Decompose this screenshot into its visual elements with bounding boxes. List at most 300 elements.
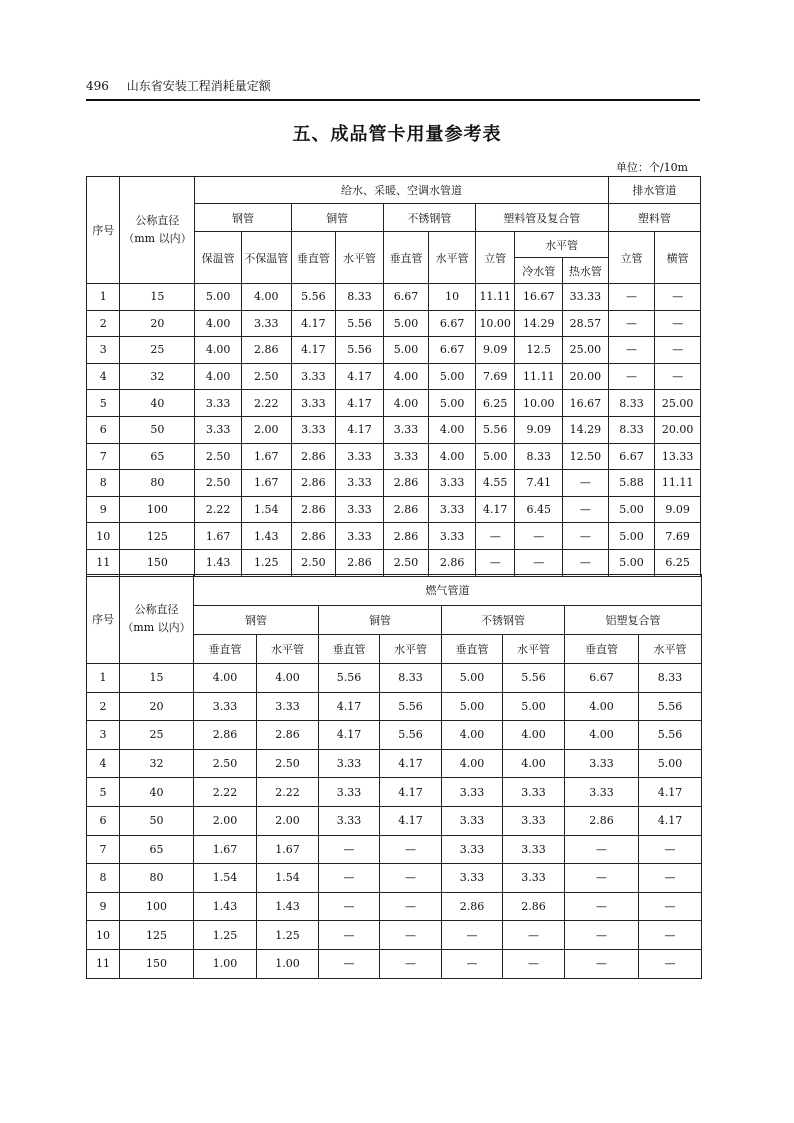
table-cell: 3.33 <box>503 806 565 835</box>
table-cell: — <box>608 363 655 390</box>
table-cell: 4.00 <box>429 443 476 470</box>
table-cell: 4.17 <box>639 806 702 835</box>
table-cell: 2.00 <box>241 416 291 443</box>
row-diameter: 125 <box>120 921 194 950</box>
row-seq: 2 <box>87 310 120 337</box>
table-cell: 3.33 <box>291 390 336 417</box>
table-cell: 2.22 <box>194 778 257 807</box>
row-diameter: 80 <box>120 470 195 497</box>
table-cell: 6.45 <box>515 496 563 523</box>
table-cell: 1.67 <box>257 835 319 864</box>
row-seq: 9 <box>87 496 120 523</box>
row-seq: 5 <box>87 390 120 417</box>
table-cell: 2.86 <box>565 806 639 835</box>
row-seq: 1 <box>87 284 120 311</box>
row-seq: 6 <box>87 806 120 835</box>
table-cell: 8.33 <box>380 664 442 693</box>
table-cell: 5.00 <box>608 523 655 550</box>
header-non-insulated: 不保温管 <box>241 232 291 284</box>
header-al-plastic-pipe: 铝塑复合管 <box>565 606 702 635</box>
header-horizontal: 水平管 <box>257 635 319 664</box>
table-cell: 2.86 <box>336 549 384 576</box>
table-cell: 3.33 <box>319 806 380 835</box>
table-cell: 20.00 <box>655 416 701 443</box>
row-diameter: 100 <box>120 496 195 523</box>
header-seq: 序号 <box>87 575 120 664</box>
row-seq: 1 <box>87 664 120 693</box>
header-riser: 立管 <box>475 232 515 284</box>
table-row <box>87 892 702 921</box>
header-diameter: 公称直径（mm 以内） <box>120 575 194 664</box>
table-cell: 5.00 <box>503 692 565 721</box>
table-row <box>87 806 702 835</box>
header-horizontal: 水平管 <box>503 635 565 664</box>
table-cell: 4.17 <box>291 310 336 337</box>
table-cell: 2.86 <box>241 337 291 364</box>
table-cell: 5.00 <box>608 496 655 523</box>
table-cell: — <box>655 337 701 364</box>
table-cell: — <box>565 864 639 893</box>
table-cell: 4.17 <box>380 749 442 778</box>
table-cell: 1.54 <box>241 496 291 523</box>
book-title: 山东省安装工程消耗量定额 <box>126 79 271 93</box>
table-cell: 2.86 <box>383 523 429 550</box>
table-cell: 2.22 <box>241 390 291 417</box>
table-row <box>87 778 702 807</box>
table-cell: 3.33 <box>195 416 242 443</box>
table-cell: 5.88 <box>608 470 655 497</box>
table-cell: 3.33 <box>442 778 503 807</box>
table-cell: 1.67 <box>194 835 257 864</box>
table-cell: 3.33 <box>336 470 384 497</box>
table-cell: 3.33 <box>429 470 476 497</box>
table-cell: 28.57 <box>563 310 609 337</box>
table-cell: 4.17 <box>319 692 380 721</box>
table-cell: 3.33 <box>291 363 336 390</box>
table-cell: 6.67 <box>608 443 655 470</box>
table-cell: 4.00 <box>195 363 242 390</box>
table-cell: — <box>608 337 655 364</box>
table-row <box>87 496 701 523</box>
table-cell: — <box>380 949 442 978</box>
table-cell: 2.00 <box>257 806 319 835</box>
table-cell: 6.67 <box>429 337 476 364</box>
table-cell: 3.33 <box>241 310 291 337</box>
table-cell: — <box>655 310 701 337</box>
table-cell: 4.17 <box>291 337 336 364</box>
pipe-clip-table-water <box>86 176 701 577</box>
table-cell: 11.11 <box>655 470 701 497</box>
table-cell: 1.00 <box>257 949 319 978</box>
table-cell: 5.56 <box>639 721 702 750</box>
table-cell: — <box>639 864 702 893</box>
row-seq: 4 <box>87 363 120 390</box>
table-cell: 2.50 <box>195 443 242 470</box>
table-cell: 8.33 <box>639 664 702 693</box>
table-cell: — <box>639 949 702 978</box>
table-cell: — <box>475 549 515 576</box>
table-cell: — <box>565 835 639 864</box>
table-cell: 2.50 <box>383 549 429 576</box>
table-cell: 1.67 <box>241 443 291 470</box>
table-cell: 12.50 <box>563 443 609 470</box>
table-cell: 4.00 <box>442 721 503 750</box>
table-body <box>87 664 702 979</box>
header-diameter: 公称直径（mm 以内） <box>120 177 195 284</box>
table-cell: — <box>563 549 609 576</box>
table-cell: — <box>639 835 702 864</box>
row-seq: 11 <box>87 549 120 576</box>
row-seq: 3 <box>87 721 120 750</box>
table-cell: 25.00 <box>655 390 701 417</box>
table-cell: 1.00 <box>194 949 257 978</box>
header-horizontal: 水平管 <box>336 232 384 284</box>
row-diameter: 100 <box>120 892 194 921</box>
table-cell: 14.29 <box>563 416 609 443</box>
table-cell: 3.33 <box>503 778 565 807</box>
table-cell: 5.00 <box>429 390 476 417</box>
table-cell: 5.56 <box>336 337 384 364</box>
table-cell: 1.67 <box>241 470 291 497</box>
row-diameter: 50 <box>120 806 194 835</box>
table-cell: 3.33 <box>442 806 503 835</box>
table-cell: 11.11 <box>475 284 515 311</box>
table-cell: — <box>515 523 563 550</box>
table-cell: 7.41 <box>515 470 563 497</box>
header-drain-group: 排水管道 <box>608 177 700 204</box>
row-diameter: 15 <box>120 664 194 693</box>
table-cell: 5.56 <box>380 692 442 721</box>
table-cell: — <box>319 949 380 978</box>
table-cell: — <box>563 496 609 523</box>
table-row <box>87 470 701 497</box>
table-cell: 1.25 <box>241 549 291 576</box>
table-cell: 1.54 <box>257 864 319 893</box>
table-cell: 8.33 <box>515 443 563 470</box>
header-vertical: 垂直管 <box>383 232 429 284</box>
header-supply-group: 给水、采暖、空调水管道 <box>195 177 608 204</box>
table-cell: 6.25 <box>655 549 701 576</box>
table-cell: 1.25 <box>194 921 257 950</box>
header-rule <box>86 99 700 101</box>
row-diameter: 125 <box>120 523 195 550</box>
header-plastic-composite: 塑料管及复合管 <box>475 204 608 232</box>
table-cell: 2.86 <box>383 496 429 523</box>
table-cell: 2.86 <box>442 892 503 921</box>
table-cell: 10.00 <box>475 310 515 337</box>
table-cell: 11.11 <box>515 363 563 390</box>
table-row <box>87 310 701 337</box>
row-seq: 2 <box>87 692 120 721</box>
table-cell: — <box>655 363 701 390</box>
table-cell: 3.33 <box>429 523 476 550</box>
table-cell: 2.00 <box>194 806 257 835</box>
table-cell: — <box>319 864 380 893</box>
table-cell: 3.33 <box>336 496 384 523</box>
table-cell: 2.86 <box>291 496 336 523</box>
table-row <box>87 864 702 893</box>
table-cell: 5.00 <box>608 549 655 576</box>
table-row <box>87 692 702 721</box>
table-cell: 4.55 <box>475 470 515 497</box>
row-seq: 6 <box>87 416 120 443</box>
table-cell: 3.33 <box>383 416 429 443</box>
table-cell: 2.86 <box>291 523 336 550</box>
table-cell: 2.50 <box>195 470 242 497</box>
row-seq: 3 <box>87 337 120 364</box>
table-cell: 2.86 <box>291 470 336 497</box>
header-drain-riser: 立管 <box>608 232 655 284</box>
table-row <box>87 363 701 390</box>
header-vertical: 垂直管 <box>442 635 503 664</box>
row-seq: 8 <box>87 470 120 497</box>
table-cell: 2.50 <box>257 749 319 778</box>
row-diameter: 150 <box>120 549 195 576</box>
table-cell: 4.00 <box>442 749 503 778</box>
table-cell: 4.00 <box>565 692 639 721</box>
table-cell: — <box>380 892 442 921</box>
table-cell: 3.33 <box>429 496 476 523</box>
table-cell: 5.00 <box>383 337 429 364</box>
table-cell: 5.56 <box>291 284 336 311</box>
table-cell: 4.17 <box>336 416 384 443</box>
table-cell: 4.17 <box>319 721 380 750</box>
table-cell: 4.00 <box>429 416 476 443</box>
row-diameter: 40 <box>120 778 194 807</box>
table-cell: 12.5 <box>515 337 563 364</box>
table-cell: 3.33 <box>319 749 380 778</box>
table-row <box>87 949 702 978</box>
table-cell: 2.86 <box>383 470 429 497</box>
table-cell: 5.56 <box>639 692 702 721</box>
header-horizontal: 水平管 <box>639 635 702 664</box>
row-diameter: 32 <box>120 363 195 390</box>
header-copper-pipe: 铜管 <box>291 204 383 232</box>
table-cell: 5.56 <box>503 664 565 693</box>
table-cell: 1.43 <box>194 892 257 921</box>
table-cell: 4.17 <box>336 390 384 417</box>
header-vertical: 垂直管 <box>319 635 380 664</box>
table-cell: 1.54 <box>194 864 257 893</box>
table-row <box>87 749 702 778</box>
table-cell: 3.33 <box>319 778 380 807</box>
table-cell: 5.00 <box>475 443 515 470</box>
table-cell: — <box>319 921 380 950</box>
table-cell: — <box>319 835 380 864</box>
header-copper-pipe: 铜管 <box>319 606 442 635</box>
row-diameter: 50 <box>120 416 195 443</box>
row-diameter: 25 <box>120 721 194 750</box>
table-cell: 1.25 <box>257 921 319 950</box>
row-seq: 10 <box>87 523 120 550</box>
table-cell: 4.17 <box>639 778 702 807</box>
table-cell: — <box>380 864 442 893</box>
table-row <box>87 835 702 864</box>
table-cell: 4.00 <box>195 337 242 364</box>
table-cell: 4.00 <box>241 284 291 311</box>
table-cell: 2.86 <box>257 721 319 750</box>
table-cell: 3.33 <box>503 835 565 864</box>
table-row <box>87 390 701 417</box>
table-cell: 6.67 <box>383 284 429 311</box>
row-diameter: 25 <box>120 337 195 364</box>
table-cell: 8.33 <box>336 284 384 311</box>
row-diameter: 15 <box>120 284 195 311</box>
table-cell: — <box>319 892 380 921</box>
row-seq: 4 <box>87 749 120 778</box>
table-cell: 3.33 <box>336 523 384 550</box>
page-number: 496 <box>86 79 109 93</box>
table-cell: 10.00 <box>515 390 563 417</box>
header-vertical: 垂直管 <box>194 635 257 664</box>
header-horizontal: 水平管 <box>380 635 442 664</box>
table-cell: — <box>380 921 442 950</box>
table-cell: 3.33 <box>195 390 242 417</box>
table-row <box>87 721 702 750</box>
table-row <box>87 284 701 311</box>
row-diameter: 20 <box>120 310 195 337</box>
table-cell: 4.00 <box>383 390 429 417</box>
table-cell: 2.86 <box>291 443 336 470</box>
table-cell: 4.17 <box>475 496 515 523</box>
table-row <box>87 523 701 550</box>
table-cell: 5.00 <box>383 310 429 337</box>
table-cell: 5.56 <box>475 416 515 443</box>
table-cell: 7.69 <box>475 363 515 390</box>
table-cell: — <box>503 921 565 950</box>
header-steel-pipe: 钢管 <box>195 204 291 232</box>
table-cell: 3.33 <box>194 692 257 721</box>
table-cell: 6.67 <box>429 310 476 337</box>
table-cell: — <box>563 523 609 550</box>
table-cell: — <box>442 949 503 978</box>
page-header <box>86 76 700 96</box>
row-seq: 7 <box>87 443 120 470</box>
row-diameter: 150 <box>120 949 194 978</box>
table-cell: 5.56 <box>336 310 384 337</box>
table-row <box>87 337 701 364</box>
table-cell: 2.50 <box>194 749 257 778</box>
row-diameter: 32 <box>120 749 194 778</box>
table-cell: — <box>565 921 639 950</box>
row-seq: 9 <box>87 892 120 921</box>
table-cell: — <box>563 470 609 497</box>
row-seq: 10 <box>87 921 120 950</box>
header-plastic-pipe: 塑料管 <box>608 204 700 232</box>
row-seq: 8 <box>87 864 120 893</box>
table-cell: 2.86 <box>429 549 476 576</box>
table-cell: 3.33 <box>383 443 429 470</box>
table-cell: 5.00 <box>442 664 503 693</box>
table-cell: 4.17 <box>380 778 442 807</box>
header-steel-pipe: 钢管 <box>194 606 319 635</box>
table-cell: 16.67 <box>515 284 563 311</box>
table-cell: — <box>608 310 655 337</box>
table-cell: 20.00 <box>563 363 609 390</box>
table-cell: 3.33 <box>503 864 565 893</box>
table-cell: 6.67 <box>565 664 639 693</box>
table-cell: 2.86 <box>194 721 257 750</box>
header-stainless-pipe: 不锈钢管 <box>442 606 565 635</box>
table-cell: 1.43 <box>257 892 319 921</box>
row-diameter: 65 <box>120 835 194 864</box>
table-cell: 2.86 <box>503 892 565 921</box>
header-cold-water: 冷水管 <box>515 258 563 284</box>
header-horizontal: 水平管 <box>429 232 476 284</box>
table-cell: 3.33 <box>442 864 503 893</box>
header-vertical: 垂直管 <box>291 232 336 284</box>
header-gas-group: 燃气管道 <box>194 575 702 606</box>
table-cell: 3.33 <box>257 692 319 721</box>
table-cell: 9.09 <box>475 337 515 364</box>
pipe-clip-table-gas <box>86 574 702 979</box>
table-cell: 25.00 <box>563 337 609 364</box>
table-cell: 5.00 <box>195 284 242 311</box>
table-cell: — <box>565 892 639 921</box>
row-seq: 5 <box>87 778 120 807</box>
table-body <box>87 284 701 577</box>
header-vertical: 垂直管 <box>565 635 639 664</box>
table-cell: 6.25 <box>475 390 515 417</box>
table-cell: 2.50 <box>291 549 336 576</box>
table-cell: 5.00 <box>639 749 702 778</box>
table-row <box>87 664 702 693</box>
header-drain-horizontal: 横管 <box>655 232 701 284</box>
table-cell: 13.33 <box>655 443 701 470</box>
table-cell: — <box>608 284 655 311</box>
table-cell: 4.00 <box>503 721 565 750</box>
table-cell: 4.00 <box>194 664 257 693</box>
row-seq: 7 <box>87 835 120 864</box>
table-cell: 4.00 <box>565 721 639 750</box>
table-cell: 8.33 <box>608 390 655 417</box>
table-cell: — <box>515 549 563 576</box>
table-row <box>87 443 701 470</box>
table-cell: — <box>639 921 702 950</box>
table-cell: 2.22 <box>257 778 319 807</box>
table-cell: 3.33 <box>565 778 639 807</box>
table-cell: 1.43 <box>195 549 242 576</box>
table-cell: 3.33 <box>336 443 384 470</box>
table-row <box>87 921 702 950</box>
table-cell: 5.00 <box>442 692 503 721</box>
table-cell: 7.69 <box>655 523 701 550</box>
table-cell: 3.33 <box>565 749 639 778</box>
header-stainless-pipe: 不锈钢管 <box>383 204 475 232</box>
table-cell: — <box>380 835 442 864</box>
row-seq: 11 <box>87 949 120 978</box>
table-cell: — <box>655 284 701 311</box>
row-diameter: 40 <box>120 390 195 417</box>
header-horizontal: 水平管 <box>515 232 608 258</box>
table-cell: 2.50 <box>241 363 291 390</box>
table-cell: 4.17 <box>380 806 442 835</box>
table-cell: 4.00 <box>383 363 429 390</box>
table-cell: 4.00 <box>257 664 319 693</box>
table-cell: — <box>639 892 702 921</box>
row-diameter: 65 <box>120 443 195 470</box>
row-diameter: 20 <box>120 692 194 721</box>
table-cell: — <box>565 949 639 978</box>
table-cell: 1.67 <box>195 523 242 550</box>
table-cell: 10 <box>429 284 476 311</box>
table-row <box>87 549 701 576</box>
table-cell: 9.09 <box>655 496 701 523</box>
table-cell: — <box>503 949 565 978</box>
table-cell: 3.33 <box>442 835 503 864</box>
table-row <box>87 416 701 443</box>
table-cell: 4.00 <box>195 310 242 337</box>
